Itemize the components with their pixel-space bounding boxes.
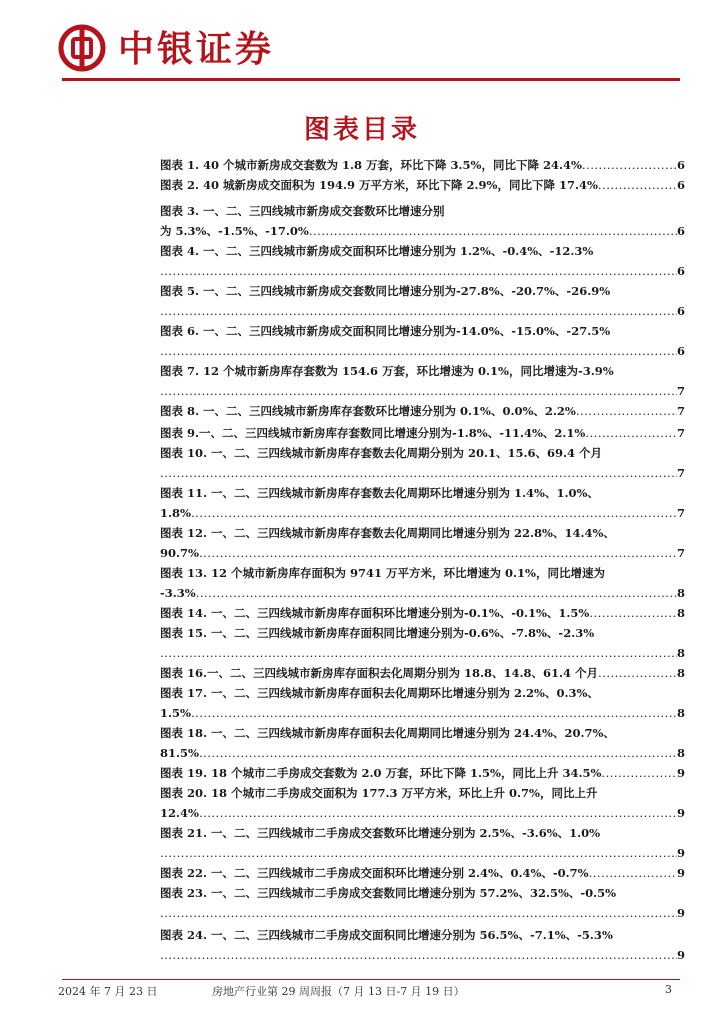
toc-entry-text: 图表 19. 18 个城市二手房成交套数为 2.0 万套，环比下降 1.5%，同比上升 34.5% (160, 766, 602, 780)
toc-leader-dots (160, 843, 677, 863)
toc-entry[interactable] (160, 241, 685, 281)
toc-page-number: 8 (676, 706, 685, 720)
toc-leader-dots (196, 583, 677, 603)
toc-page-number: 6 (676, 344, 685, 358)
toc-page-number: 6 (676, 304, 685, 318)
toc-entry[interactable] (160, 175, 685, 195)
toc-entry-text: 图表 9.一、二、三四线城市新房库存套数同比增速分别为-1.8%、-11.4%、2.1% (160, 426, 586, 440)
toc-entry[interactable] (160, 603, 685, 623)
toc-entry[interactable] (160, 361, 685, 401)
footer-divider (62, 979, 680, 980)
toc-leader-dots (199, 803, 677, 823)
toc-entry[interactable] (160, 423, 685, 443)
toc-page-number: 8 (676, 606, 685, 620)
toc-page-number: 6 (676, 224, 685, 238)
toc-entry-text: 图表 24. 一、二、三四线城市二手房成交面积同比增速分别为 56.5%、-7.1%、-5.3% (160, 928, 613, 942)
toc-page-number: 8 (676, 666, 685, 680)
toc-entry-text: 图表 13. 12 个城市新房库存面积为 9741 万平方米，环比增速为 0.1%，同比增速为 (160, 566, 605, 580)
toc-entry[interactable] (160, 883, 685, 923)
toc-page-number: 7 (676, 384, 685, 398)
toc-leader-dots (199, 543, 677, 563)
toc-entry-text: 图表 10. 一、二、三四线城市新房库存套数去化周期分别为 20.1、15.6、69.4 个月 (160, 446, 603, 460)
footer-report-title: 房地产行业第 29 周周报（7 月 13 日-7 月 19 日） (212, 985, 465, 998)
footer-page-number: 3 (665, 983, 672, 996)
toc-entry[interactable] (160, 623, 685, 663)
toc-page-number: 9 (676, 948, 685, 962)
toc-page-number: 9 (676, 846, 685, 860)
toc-entry[interactable] (160, 925, 685, 965)
toc-leader-dots (585, 423, 677, 443)
toc-entry-text: 图表 21. 一、二、三四线城市二手房成交套数环比增速分别为 2.5%、-3.6%、1.0% (160, 826, 601, 840)
toc-page-number: 8 (676, 646, 685, 660)
toc-entry[interactable] (160, 563, 685, 603)
toc-page-number: 6 (676, 158, 685, 172)
brand-name: 中银证券 (118, 29, 275, 70)
toc-entry-text: 图表 2. 40 城新房成交面积为 194.9 万平方米，环比下降 2.9%，同比下降 17.4% (160, 178, 598, 192)
toc-entry-text: 12.4% (160, 806, 199, 820)
toc-entry[interactable] (160, 155, 685, 175)
toc-leader-dots (160, 301, 677, 321)
toc-entry-text: 图表 23. 一、二、三四线城市二手房成交套数同比增速分别为 57.2%、32.5%、-0.5% (160, 886, 617, 900)
toc-leader-dots (309, 221, 677, 241)
toc-entry[interactable] (160, 401, 685, 421)
toc-entry-text: 图表 11. 一、二、三四线城市新房库存套数去化周期环比增速分别为 1.4%、1.0%、 (160, 486, 599, 500)
toc-page-number: 7 (676, 404, 685, 418)
toc-leader-dots (160, 341, 677, 361)
toc-entry-text: 90.7% (160, 546, 199, 560)
toc-entry-text: 图表 16.一、二、三四线城市新房库存面积去化周期分别为 18.8、14.8、61.4 个月 (160, 666, 599, 680)
toc-leader-dots (199, 743, 677, 763)
toc-entry-text: 图表 18. 一、二、三四线城市新房库存面积去化周期同比增速分别为 24.4%、20.7%、 (160, 726, 615, 740)
toc-entry-text: 图表 3. 一、二、三四线城市新房成交套数环比增速分别 (160, 204, 445, 218)
toc-entry[interactable] (160, 663, 685, 683)
toc-entry-text: 图表 7. 12 个城市新房库存套数为 154.6 万套，环比增速为 0.1%，同比增速为-3.9% (160, 364, 614, 378)
toc-page-number: 7 (676, 506, 685, 520)
toc-leader-dots (582, 155, 677, 175)
toc-leader-dots (576, 401, 677, 421)
toc-page-number: 8 (676, 586, 685, 600)
toc-leader-dots (598, 175, 677, 195)
toc-entry-text: 图表 5. 一、二、三四线城市新房成交套数同比增速分别为-27.8%、-20.7%、-26.9% (160, 284, 611, 298)
toc-entry-text: 图表 12. 一、二、三四线城市新房库存套数去化周期同比增速分别为 22.8%、14.4%、 (160, 526, 615, 540)
toc-page-number: 7 (676, 546, 685, 560)
toc-entry-text: 图表 15. 一、二、三四线城市新房库存面积同比增速分别为-0.6%、-7.8%、-2.3% (160, 626, 595, 640)
toc-entry[interactable] (160, 281, 685, 321)
toc-entry[interactable] (160, 321, 685, 361)
toc-leader-dots (191, 503, 677, 523)
toc-leader-dots (589, 863, 677, 883)
toc-leader-dots (160, 381, 677, 401)
toc-entry-text: 81.5% (160, 746, 199, 760)
toc-entry-text: 1.8% (160, 506, 191, 520)
toc-entry-text: 1.5% (160, 706, 191, 720)
toc-entry[interactable] (160, 523, 685, 563)
toc-entry-text: 图表 6. 一、二、三四线城市新房成交面积同比增速分别为-14.0%、-15.0%、-27.5% (160, 324, 611, 338)
boc-coin-logo-icon (58, 24, 106, 72)
toc-leader-dots (601, 763, 677, 783)
toc-leader-dots (598, 663, 677, 683)
toc-page-number: 9 (676, 906, 685, 920)
footer-date: 2024 年 7 月 23 日 (58, 985, 158, 998)
toc-entry[interactable] (160, 483, 685, 523)
toc-page-number: 6 (676, 178, 685, 192)
toc-leader-dots (160, 643, 677, 663)
toc-page-number: 9 (676, 806, 685, 820)
toc-leader-dots (589, 603, 677, 623)
toc-entry[interactable] (160, 723, 685, 763)
toc-page-number: 7 (676, 466, 685, 480)
page-header (0, 0, 724, 86)
toc-leader-dots (160, 945, 677, 965)
header-divider (62, 78, 680, 81)
toc-leader-dots (160, 463, 677, 483)
toc-entry[interactable] (160, 763, 685, 783)
toc-entry-text: 图表 8. 一、二、三四线城市新房库存套数环比增速分别为 0.1%、0.0%、2.2% (160, 404, 576, 418)
toc-entry[interactable] (160, 863, 685, 883)
toc-entry[interactable] (160, 683, 685, 723)
toc-leader-dots (160, 261, 677, 281)
page-title: 图表目录 (303, 115, 420, 145)
toc-page-number: 7 (676, 426, 685, 440)
toc-entry-text: 为 5.3%、-1.5%、-17.0% (160, 224, 309, 238)
toc-entry-text: -3.3% (160, 586, 196, 600)
toc-entry[interactable] (160, 201, 685, 241)
toc-entry[interactable] (160, 443, 685, 483)
toc-entry-text: 图表 14. 一、二、三四线城市新房库存面积环比增速分别为-0.1%、-0.1%、1.5% (160, 606, 590, 620)
toc-entry[interactable] (160, 823, 685, 863)
toc-leader-dots (160, 903, 677, 923)
toc-page-number: 9 (676, 866, 685, 880)
toc-entry-text: 图表 20. 18 个城市二手房成交面积为 177.3 万平方米，环比上升 0.7%，同比上升 (160, 786, 598, 800)
toc-leader-dots (191, 703, 677, 723)
toc-page-number: 6 (676, 264, 685, 278)
toc-entry-text: 图表 1. 40 个城市新房成交套数为 1.8 万套，环比下降 3.5%，同比下降 24.4% (160, 158, 582, 172)
toc-entry-text: 图表 17. 一、二、三四线城市新房库存面积去化周期环比增速分别为 2.2%、0.3%、 (160, 686, 599, 700)
toc-page-number: 8 (676, 746, 685, 760)
toc-entry-text: 图表 22. 一、二、三四线城市二手房成交面积环比增速分别 2.4%、0.4%、-0.7% (160, 866, 589, 880)
toc-page-number: 9 (676, 766, 685, 780)
toc-entry-text: 图表 4. 一、二、三四线城市新房成交面积环比增速分别为 1.2%、-0.4%、-12.3% (160, 244, 594, 258)
toc-entry[interactable] (160, 783, 685, 823)
